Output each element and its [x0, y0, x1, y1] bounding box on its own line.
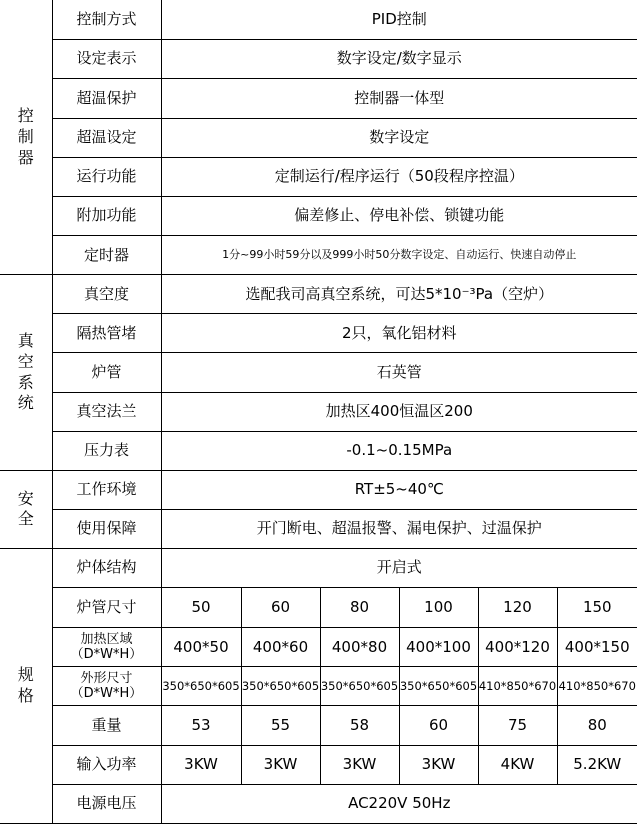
cell-value: 150 — [557, 588, 637, 628]
row-value: -0.1~0.15MPa — [161, 431, 637, 470]
cell-value: 60 — [399, 706, 478, 745]
cell-value: 350*650*605 — [241, 667, 320, 706]
row-label: 定时器 — [52, 236, 161, 275]
row-label: 压力表 — [52, 431, 161, 470]
row-label: 外形尺寸（D*W*H） — [52, 667, 161, 706]
table-row — [0, 745, 637, 784]
cell-value: 3KW — [320, 745, 399, 784]
cell-value: 3KW — [161, 745, 241, 784]
group-label-vacuum: 真空系统 — [0, 275, 52, 471]
table-row — [0, 784, 637, 823]
row-value: 选配我司高真空系统，可达5*10⁻³Pa（空炉） — [161, 275, 637, 314]
table-row — [0, 353, 637, 392]
cell-value: 100 — [399, 588, 478, 628]
row-label: 炉体结构 — [52, 549, 161, 588]
table-row — [0, 39, 637, 78]
row-label: 真空度 — [52, 275, 161, 314]
table-row — [0, 236, 637, 275]
cell-value: 400*80 — [320, 628, 399, 667]
row-label: 超温设定 — [52, 118, 161, 157]
row-label: 使用保障 — [52, 509, 161, 548]
group-label-spec: 规格 — [0, 549, 52, 824]
cell-value: 55 — [241, 706, 320, 745]
table-row — [0, 588, 637, 628]
row-label: 超温保护 — [52, 78, 161, 118]
row-value: 石英管 — [161, 353, 637, 392]
cell-value: 350*650*605 — [399, 667, 478, 706]
table-row — [0, 431, 637, 470]
cell-value: 350*650*605 — [161, 667, 241, 706]
row-value: 数字设定 — [161, 118, 637, 157]
row-label: 控制方式 — [52, 0, 161, 39]
row-label: 设定表示 — [52, 39, 161, 78]
table-row — [0, 667, 637, 706]
table-row — [0, 706, 637, 745]
cell-value: 410*850*670 — [557, 667, 637, 706]
cell-value: 5.2KW — [557, 745, 637, 784]
row-value: 定制运行/程序运行（50段程序控温） — [161, 157, 637, 196]
group-label-safety: 安全 — [0, 470, 52, 548]
row-label: 真空法兰 — [52, 392, 161, 431]
table-row — [0, 392, 637, 431]
cell-value: 58 — [320, 706, 399, 745]
row-value: RT±5~40℃ — [161, 470, 637, 509]
table-row — [0, 0, 637, 39]
row-label: 炉管 — [52, 353, 161, 392]
cell-value: 3KW — [399, 745, 478, 784]
row-value: 2只，氧化铝材料 — [161, 314, 637, 353]
cell-value: 400*100 — [399, 628, 478, 667]
table-row — [0, 275, 637, 314]
cell-value: 3KW — [241, 745, 320, 784]
table-row — [0, 549, 637, 588]
row-label: 电源电压 — [52, 784, 161, 823]
row-value: 加热区400恒温区200 — [161, 392, 637, 431]
cell-value: 400*60 — [241, 628, 320, 667]
table-row — [0, 628, 637, 667]
cell-value: 80 — [320, 588, 399, 628]
cell-value: 53 — [161, 706, 241, 745]
row-value: 1分~99小时59分以及999小时50分数字设定、自动运行、快速自动停止 — [161, 236, 637, 275]
row-value: PID控制 — [161, 0, 637, 39]
row-label: 加热区域（D*W*H） — [52, 628, 161, 667]
row-value: 控制器一体型 — [161, 78, 637, 118]
table-row — [0, 78, 637, 118]
cell-value: 400*150 — [557, 628, 637, 667]
table-row — [0, 197, 637, 236]
row-value: 数字设定/数字显示 — [161, 39, 637, 78]
group-label-controller: 控制器 — [0, 0, 52, 275]
table-row — [0, 157, 637, 196]
row-label: 工作环境 — [52, 470, 161, 509]
table-row — [0, 509, 637, 548]
row-value: 偏差修止、停电补偿、锁键功能 — [161, 197, 637, 236]
cell-value: 50 — [161, 588, 241, 628]
row-label: 炉管尺寸 — [52, 588, 161, 628]
row-value: 开启式 — [161, 549, 637, 588]
row-value: 开门断电、超温报警、漏电保护、过温保护 — [161, 509, 637, 548]
cell-value: 75 — [478, 706, 557, 745]
cell-value: 400*50 — [161, 628, 241, 667]
row-label: 输入功率 — [52, 745, 161, 784]
row-value: AC220V 50Hz — [161, 784, 637, 823]
table-row — [0, 314, 637, 353]
table-row — [0, 470, 637, 509]
cell-value: 120 — [478, 588, 557, 628]
row-label: 重量 — [52, 706, 161, 745]
cell-value: 410*850*670 — [478, 667, 557, 706]
cell-value: 4KW — [478, 745, 557, 784]
row-label: 运行功能 — [52, 157, 161, 196]
cell-value: 350*650*605 — [320, 667, 399, 706]
row-label: 附加功能 — [52, 197, 161, 236]
cell-value: 60 — [241, 588, 320, 628]
row-label: 隔热管堵 — [52, 314, 161, 353]
cell-value: 80 — [557, 706, 637, 745]
table-row — [0, 118, 637, 157]
cell-value: 400*120 — [478, 628, 557, 667]
